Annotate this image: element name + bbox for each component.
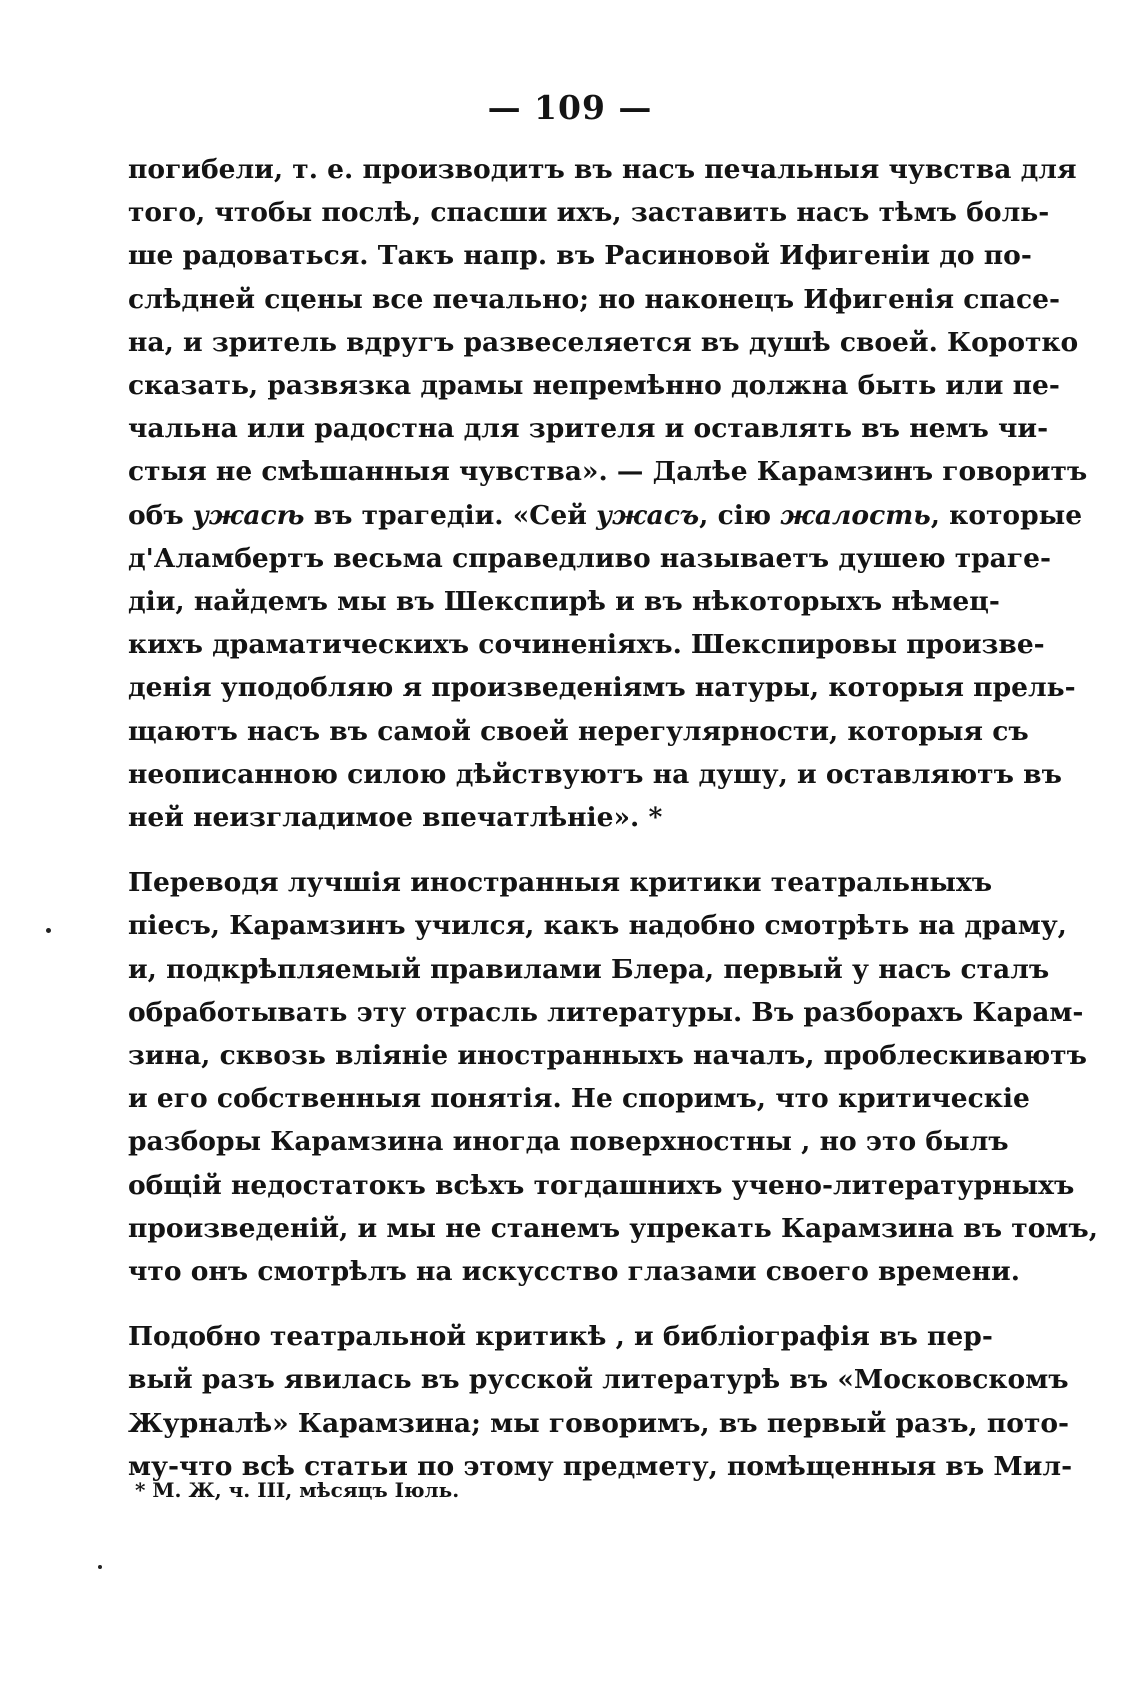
page-number: — 109 — — [487, 88, 653, 127]
paragraph-gap — [128, 839, 970, 861]
text-segment: въ трагедіи. «Сей — [304, 499, 597, 531]
text-segment: и, подкрѣпляемый правилами Блера, первый у насъ сталъ — [128, 953, 1050, 985]
italic-word: ужасѣ — [192, 499, 305, 531]
text-segment: неописанною силою дѣйствуютъ на душу, и оставляютъ въ — [128, 758, 1062, 790]
text-segment: того, чтобы послѣ, спасши ихъ, заставить насъ тѣмъ боль- — [128, 197, 1050, 229]
text-segment: слѣдней сцены все печально; но наконецъ Ифигенія спасе- — [128, 283, 1060, 315]
text-segment: разборы Карамзина иногда поверхностны , но это былъ — [128, 1126, 1009, 1158]
text-segment: му-что всѣ статьи по этому предмету, помѣщенныя въ Мил- — [128, 1450, 1073, 1482]
text-line — [128, 1034, 1087, 1077]
text-segment: денія уподобляю я произведеніямъ натуры, которыя прель- — [128, 672, 1076, 704]
text-line — [128, 623, 1045, 666]
text-line — [128, 1315, 993, 1358]
text-segment: вый разъ явилась въ русской литературѣ въ «Московскомъ — [128, 1364, 1069, 1396]
italic-word: жалость — [780, 499, 931, 531]
text-segment: Переводя лучшія иностранныя критики театральныхъ — [128, 867, 993, 899]
text-segment: діи, найдемъ мы въ Шекспирѣ и въ нѣкоторыхъ нѣмец- — [128, 586, 1000, 618]
margin-speck — [46, 928, 51, 933]
text-line — [128, 1358, 1069, 1401]
text-line — [128, 1207, 1098, 1250]
text-segment: и его собственныя понятія. Не споримъ, что критическіе — [128, 1083, 1030, 1115]
text-line — [128, 580, 1000, 623]
text-segment: зина, сквозь вліяніе иностранныхъ началъ, проблескиваютъ — [128, 1040, 1087, 1072]
text-line — [128, 1077, 1030, 1120]
text-line — [128, 1120, 1009, 1163]
paragraph — [128, 1315, 1073, 1488]
text-segment: общій недостатокъ всѣхъ тогдашнихъ учено-литературныхъ — [128, 1169, 1075, 1201]
text-line — [128, 1250, 1020, 1293]
text-segment: ше радоваться. Такъ напр. въ Расиновой Ифигеніи до по- — [128, 240, 1032, 272]
paragraph — [128, 148, 1088, 839]
main-text — [128, 148, 1098, 1488]
text-segment: объ — [128, 499, 193, 531]
text-line — [128, 537, 1051, 580]
text-segment: Подобно театральной критикѣ , и библіографія въ пер- — [128, 1321, 993, 1353]
text-segment: сказать, развязка драмы непремѣнно должна быть или пе- — [128, 370, 1060, 402]
text-line — [128, 904, 1067, 947]
text-segment: щаютъ насъ въ самой своей нерегулярности, которыя съ — [128, 715, 1029, 747]
text-line — [128, 494, 1083, 537]
text-line — [128, 1402, 1070, 1445]
text-segment: , сію — [699, 499, 781, 531]
text-line — [128, 861, 993, 904]
text-segment: кихъ драматическихъ сочиненіяхъ. Шекспировы произве- — [128, 629, 1045, 661]
text-line — [128, 450, 1088, 493]
text-line — [128, 991, 1084, 1034]
text-line — [128, 278, 1060, 321]
text-line — [128, 191, 1050, 234]
paragraph — [128, 861, 1098, 1293]
text-line — [128, 710, 1029, 753]
text-line — [128, 321, 1079, 364]
text-line — [128, 948, 1050, 991]
italic-word: ужасъ — [596, 499, 700, 531]
text-segment: піесъ, Карамзинъ учился, какъ надобно смотрѣть на драму, — [128, 910, 1067, 942]
footnote: * М. Ж, ч. III, мѣсяцъ Іюль. — [135, 1478, 460, 1502]
text-segment: погибели, т. е. производитъ въ насъ печальныя чувства для — [128, 154, 1077, 185]
text-segment: что онъ смотрѣлъ на искусство глазами своего времени. — [128, 1256, 1020, 1288]
text-line — [128, 234, 1032, 277]
text-segment: д'Аламбертъ весьма справедливо называетъ душею траге- — [128, 542, 1051, 574]
text-line — [128, 407, 1049, 450]
text-segment: обработывать эту отрасль литературы. Въ разборахъ Карам- — [128, 996, 1084, 1028]
text-line — [128, 364, 1060, 407]
text-line — [128, 796, 970, 839]
text-segment: ней неизгладимое впечатлѣніе». * — [128, 802, 663, 834]
text-line — [128, 148, 1077, 191]
text-line — [128, 1164, 1075, 1207]
text-segment: произведеній, и мы не станемъ упрекать Карамзина въ томъ, — [128, 1212, 1098, 1244]
text-segment: стыя не смѣшанныя чувства». — Далѣе Карамзинъ говоритъ — [128, 456, 1088, 488]
text-segment: Журналѣ» Карамзина; мы говоримъ, въ первый разъ, пото- — [128, 1407, 1070, 1439]
text-segment: чальна или радостна для зрителя и оставлять въ немъ чи- — [128, 413, 1049, 445]
margin-speck — [98, 1565, 102, 1569]
text-segment: на, и зритель вдругъ развеселяется въ душѣ своей. Коротко — [128, 326, 1079, 358]
text-segment: , которые — [930, 499, 1083, 531]
text-line — [128, 753, 1062, 796]
paragraph-gap — [128, 1293, 970, 1315]
text-line — [128, 666, 1076, 709]
